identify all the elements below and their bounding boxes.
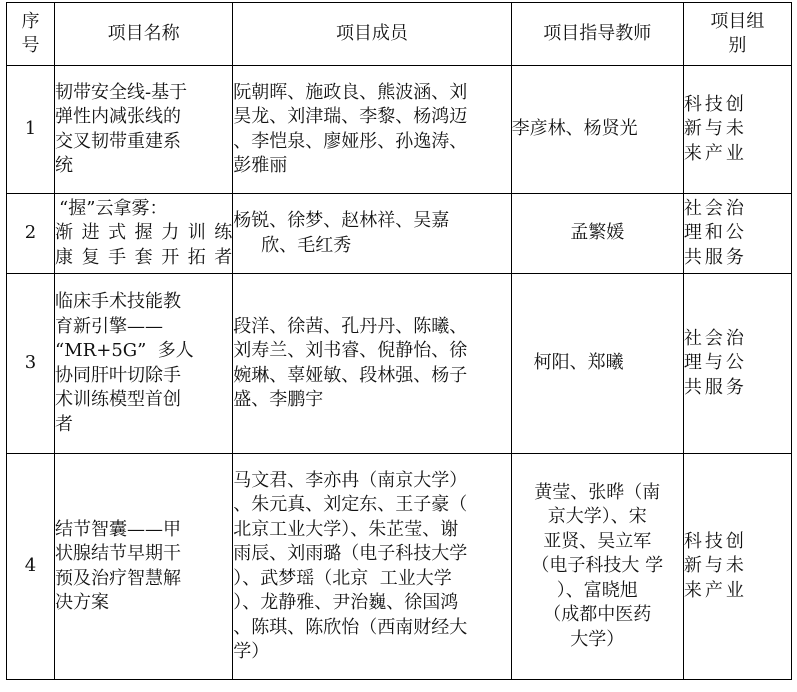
group-line: 理和公 — [683, 222, 747, 244]
project-table — [6, 2, 792, 680]
group-line: 来产业 — [683, 142, 747, 164]
header-no — [7, 3, 55, 66]
group-line: 理与公 — [683, 352, 747, 374]
table-row — [7, 194, 792, 274]
row-number: 2 — [7, 194, 55, 274]
row-number: 3 — [7, 274, 55, 454]
project-name-line: “MR+5G” 多人 — [55, 340, 194, 361]
group-line: 共服务 — [683, 376, 747, 398]
members-line: 盛、李鹏宇 — [233, 389, 324, 410]
project-group — [683, 454, 791, 680]
project-name-line: 韧带安全线-基于 — [55, 81, 188, 103]
project-group — [683, 194, 791, 274]
project-name — [55, 274, 233, 454]
project-name — [55, 194, 233, 274]
members-line: 北京工业大学）、朱芷莹、谢 — [233, 518, 459, 540]
members-line: 欣、毛红秀 — [261, 234, 352, 256]
project-teachers — [511, 454, 683, 680]
project-members — [233, 194, 511, 274]
teachers-line: ）、富晓旭 — [556, 579, 638, 601]
table-row — [7, 274, 792, 454]
members-line: 、朱元真、刘定东、王子豪（ — [233, 494, 468, 515]
members-line: 马文君、李亦冉（南京大学） — [233, 469, 468, 491]
members-line: 雨辰、刘雨璐（电子科技大学 — [233, 543, 468, 564]
project-name-line: 者 — [55, 413, 74, 435]
header-no-line2: 号 — [21, 35, 40, 56]
group-line: 来产业 — [683, 579, 747, 601]
teachers-line: 孟繁媛 — [570, 222, 625, 244]
header-group-line2: 别 — [728, 35, 747, 56]
members-line: 、陈琪、陈欣怡（西南财经大 — [233, 616, 468, 638]
group-line: 科技创 — [683, 530, 747, 552]
header-group — [683, 3, 791, 66]
project-members — [233, 274, 511, 454]
project-name-line: 临床手术技能教 — [55, 291, 182, 312]
project-name-line: 交叉韧带重建系 — [55, 130, 182, 152]
header-name: 项目名称 — [55, 3, 233, 66]
teachers-line: 大学） — [570, 628, 625, 650]
teachers-line: 李彦林、杨贤光 — [511, 118, 638, 140]
group-line: 新与未 — [683, 555, 747, 577]
members-line: 刘寿兰、刘书睿、倪静怡、徐 — [233, 340, 468, 361]
teachers-line: （成都中医药 — [543, 604, 652, 626]
members-line: 杨锐、徐梦、赵林祥、吴嘉 — [233, 210, 450, 231]
members-line: ）、武梦瑶（北京 工业大学 — [233, 567, 452, 589]
teachers-line: 黄莹、张晔（南 — [534, 481, 661, 503]
group-line: 社会治 — [683, 197, 747, 219]
project-name — [55, 454, 233, 680]
table-row — [7, 66, 792, 194]
project-group — [683, 274, 791, 454]
members-line: ）、龙静雅、尹治巍、徐国鸿 — [233, 592, 459, 613]
project-name-line: 渐进式握力训练 — [55, 222, 233, 244]
project-name-line: 预及治疗智慧解 — [55, 567, 182, 589]
group-line: 社会治 — [683, 327, 747, 349]
members-line: 昊龙、刘津瑞、李黎、杨鸿迈 — [233, 106, 468, 127]
group-line: 科技创 — [683, 93, 747, 115]
project-teachers — [511, 274, 683, 454]
project-name-line: 术训练模型首创 — [55, 389, 182, 410]
project-name-line: 决方案 — [55, 592, 110, 613]
header-teachers: 项目指导教师 — [511, 3, 683, 66]
group-line: 共服务 — [683, 246, 747, 268]
project-name-line: 康复手套开拓者 — [55, 246, 233, 268]
project-name-line: 统 — [55, 155, 74, 176]
table-row — [7, 454, 792, 680]
project-name-line: 育新引擎—— — [55, 315, 164, 337]
project-members — [233, 454, 511, 680]
teachers-line: （电子科技大 学 — [531, 555, 664, 577]
project-teachers — [511, 66, 683, 194]
project-group — [683, 66, 791, 194]
members-line: 段洋、徐茜、孔丹丹、陈曦、 — [233, 315, 468, 337]
members-line: 彭雅丽 — [233, 155, 288, 176]
header-group-line1: 项目组 — [710, 10, 765, 32]
project-name-line: 协同肝叶切除手 — [55, 364, 182, 386]
teachers-line: 亚贤、吴立军 — [543, 530, 652, 552]
project-name-line: 状腺结节早期干 — [55, 543, 182, 564]
members-line: 、李恺泉、廖娅彤、孙逸涛、 — [233, 130, 468, 152]
project-name-line: 弹性内减张线的 — [55, 106, 182, 127]
table-header-row — [7, 3, 792, 66]
group-line: 新与未 — [683, 118, 747, 140]
row-number: 1 — [7, 66, 55, 194]
project-name — [55, 66, 233, 194]
project-teachers — [511, 194, 683, 274]
project-name-line: 结节智囊——甲 — [55, 518, 182, 540]
row-number: 4 — [7, 454, 55, 680]
members-line: 婉琳、辜娅敏、段林强、杨子 — [233, 364, 468, 386]
members-line: 学） — [233, 641, 270, 662]
header-members: 项目成员 — [233, 3, 511, 66]
header-no-line1: 序 — [21, 10, 40, 32]
members-line: 阮朝晖、施政良、熊波涵、刘 — [233, 81, 468, 103]
project-members — [233, 66, 511, 194]
teachers-line: 京大学）、宋 — [547, 506, 647, 528]
project-name-line: “握”云拿雾： — [59, 197, 168, 219]
teachers-line: 柯阳、郑曦 — [533, 352, 624, 374]
